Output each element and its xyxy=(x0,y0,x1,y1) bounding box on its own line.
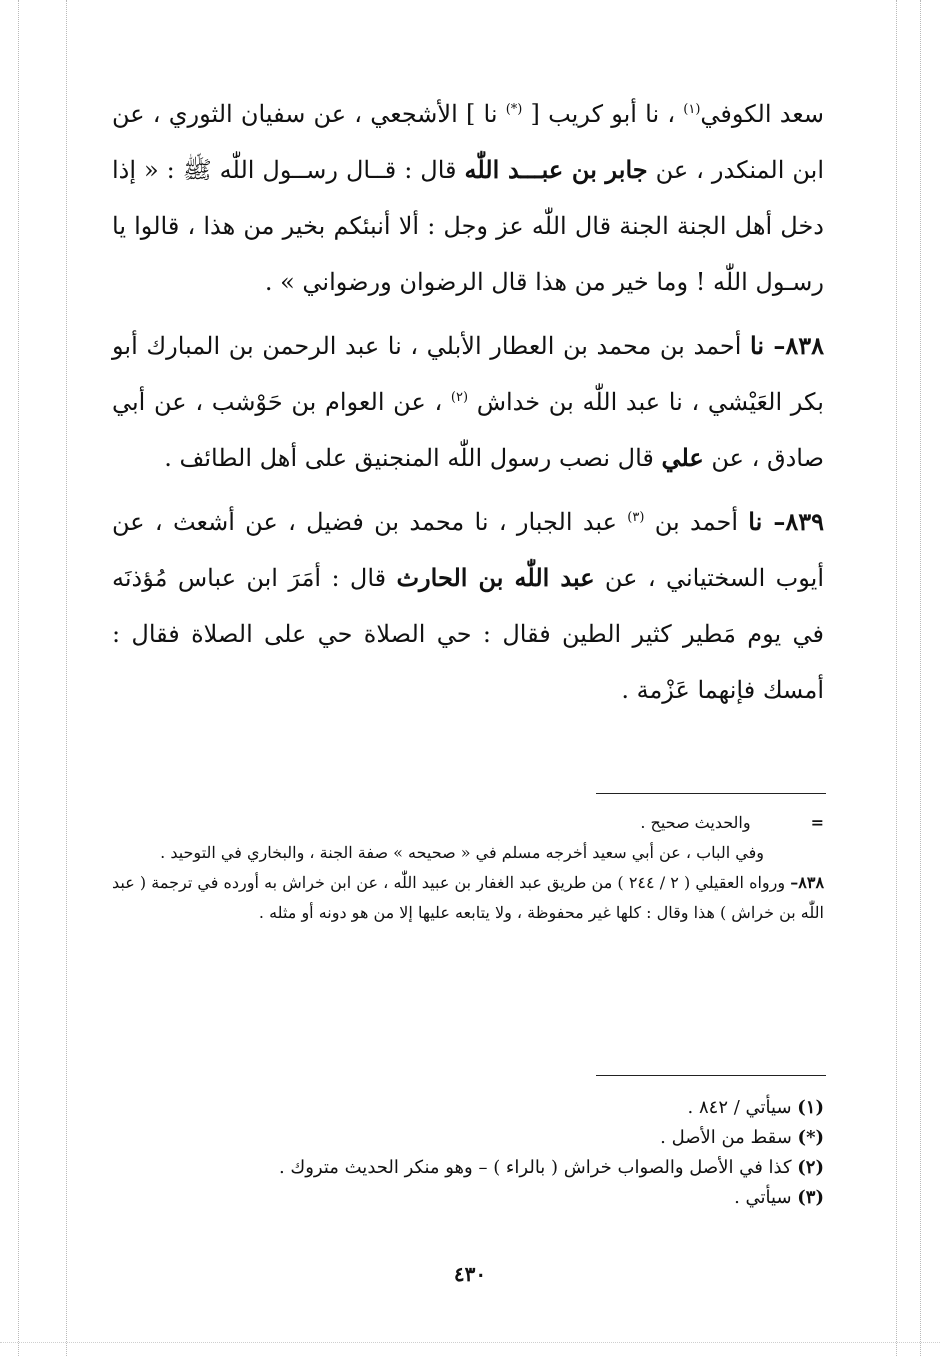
footnote-ref: (٢) xyxy=(450,390,469,405)
text-run: قال نصب رسول اللّٰه المنجنيق على أهل الطائف . xyxy=(164,444,662,472)
commentary-notes xyxy=(112,808,824,928)
paragraph-837-end xyxy=(112,86,824,310)
guide-line xyxy=(66,0,67,1356)
guide-line xyxy=(920,0,921,1356)
text-run: ، نا أبو كريب [ xyxy=(522,100,684,128)
footnote xyxy=(112,1183,824,1213)
footnote xyxy=(112,1153,824,1183)
guide-line xyxy=(896,0,897,1356)
note-number: ٨٣٨– xyxy=(790,873,825,892)
footnote-ref: (*) xyxy=(505,102,523,117)
hadith-number: ٨٣٩– xyxy=(773,507,824,536)
text-run: أحمد بن محمد بن العطار الأبلي ، نا عبد الرحمن بن المبارك أبو بكر العَيْشي ، نا عبد اللّٰه بن خداش xyxy=(112,332,824,416)
text-run: نا xyxy=(748,507,774,536)
note-text: ورواه العقيلي ( ٢ / ٢٤٤ ) من طريق عبد الغفار بن عبيد اللّٰه ، عن ابن خراش به أورده في ترجمة ( عبد اللّٰه بن خراش ) هذا وقال : كلها غير محفوظة ، ولا يتابعه عليها إلا من هو دونه أو مثله . xyxy=(112,873,824,922)
note-line xyxy=(112,838,824,868)
notes-separator xyxy=(596,793,826,794)
footnote xyxy=(112,1123,824,1153)
hadith-number: ٨٣٨– xyxy=(773,331,824,360)
text-run: نا ] الأشجعي ، عن سفيان الثوري ، عن ابن المنكدر ، عن xyxy=(112,100,824,184)
text-run: نا xyxy=(750,331,774,360)
footnote-mark: (٣) xyxy=(797,1187,824,1208)
paragraph-838 xyxy=(112,318,824,486)
main-text xyxy=(112,86,824,718)
page-number: ٤٣٠ xyxy=(453,1262,487,1286)
footnotes xyxy=(112,1093,824,1213)
footnote-text: سيأتي / ٨٤٢ . xyxy=(687,1097,798,1118)
note-text: وفي الباب ، عن أبي سعيد أخرجه مسلم في « صحيحه » صفة الجنة ، والبخاري في التوحيد . xyxy=(160,843,764,862)
narrator-name: علي xyxy=(661,443,704,472)
footnotes-separator xyxy=(596,1075,826,1076)
footnote-mark: (*) xyxy=(797,1127,824,1148)
footnote-ref: (٣) xyxy=(627,510,645,525)
narrator-name: عبد اللّٰه بن الحارث xyxy=(396,563,595,592)
paragraph-839 xyxy=(112,494,824,718)
note-line xyxy=(112,868,824,928)
narrator-name: جابر بن عبـــد اللّٰه xyxy=(464,155,648,184)
footnote xyxy=(112,1093,824,1123)
guide-line xyxy=(18,0,19,1356)
footnote-text: سقط من الأصل . xyxy=(660,1127,798,1148)
text-run: قال : قــال رســول اللّٰه ﷺ : « إذا دخل أهل الجنة الجنة قال اللّٰه عز وجل : ألا أنبئكم بخير من هذا ، قالوا يا رسـول اللّٰه ! وما خير من هذا قال الرضوان ورضواني » . xyxy=(112,156,824,296)
note-text: والحديث صحيح . xyxy=(640,813,751,832)
note-line xyxy=(112,808,824,838)
footnote-mark: (١) xyxy=(797,1097,824,1118)
continuation-marker: = xyxy=(810,813,824,832)
footnote-mark: (٢) xyxy=(797,1157,824,1178)
text-run: سعد الكوفي xyxy=(700,100,824,128)
text-run: عبد الجبار ، نا محمد بن فضيل ، عن أشعث ، عن أيوب السختياني ، عن xyxy=(112,508,825,592)
footnote-text: سيأتي . xyxy=(734,1187,798,1208)
text-run: قال : أمَرَ ابن عباس مُؤذنَه في يوم مَطير كثير الطين فقال : حي الصلاة حي على الصلاة فقال : أمسك فإنهما عَزْمة . xyxy=(112,564,824,704)
guide-line xyxy=(0,1342,940,1343)
text-run: أحمد بن xyxy=(644,508,749,536)
footnote-text: كذا في الأصل والصواب خراش ( بالراء ) – وهو منكر الحديث متروك . xyxy=(278,1157,798,1178)
footnote-ref: (١) xyxy=(683,102,701,117)
text-run: ، عن العوام بن حَوْشب ، عن أبي صادق ، عن xyxy=(112,388,824,472)
